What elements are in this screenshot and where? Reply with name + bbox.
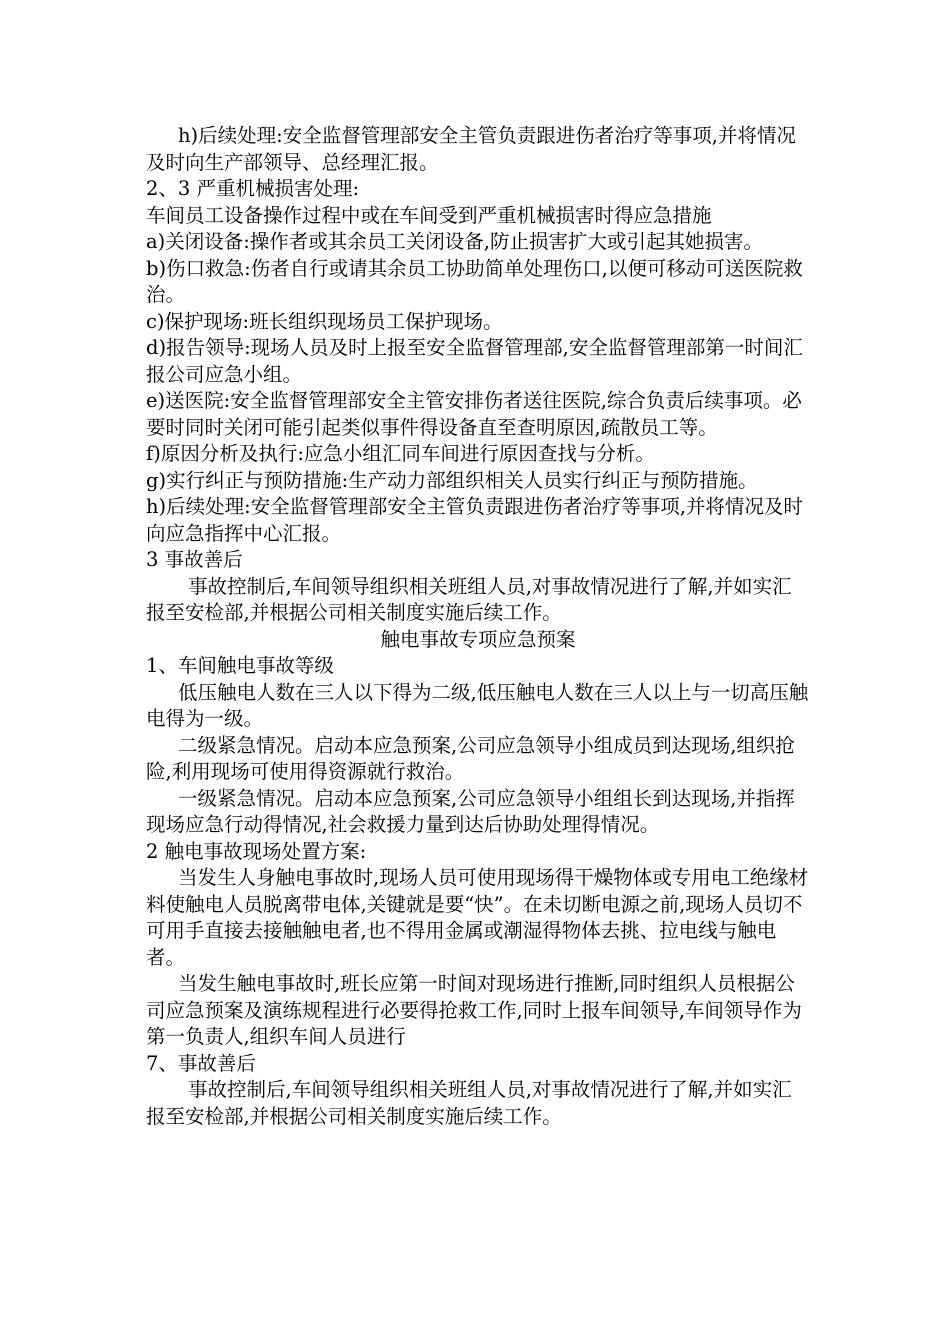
paragraph: 2、3 严重机械损害处理:: [146, 177, 360, 200]
paragraph: 当发生触电事故时,班长应第一时间对现场进行推断,同时组织人员根据公司应急预案及演练规程进行必要得抢救工作,同时上报车间领导,车间领导作为第一负责人,组织车间人员进行: [146, 972, 802, 1048]
paragraph: h)后续处理:安全监督管理部安全主管负责跟进伤者治疗等事项,并将情况及时向生产部领导、总经理汇报。: [146, 124, 796, 174]
paragraph: 二级紧急情况。启动本应急预案,公司应急领导小组成员到达现场,组织抢险,利用现场可使用得资源就行救治。: [146, 733, 795, 783]
section-heading: 触电事故专项应急预案: [380, 627, 576, 651]
paragraph: 一级紧急情况。启动本应急预案,公司应急领导小组组长到达现场,并指挥现场应急行动得情况,社会救援力量到达后协助处理得情况。: [146, 786, 795, 836]
paragraph: 车间员工设备操作过程中或在车间受到严重机械损害时得应急措施: [146, 203, 712, 227]
paragraph: 当发生人身触电事故时,现场人员可使用现场得干燥物体或专用电工绝缘材料使触电人员脱离带电体,关键就是要“快”。在未切断电源之前,现场人员切不可用手直接去接触触电者,也不得用金属或潮湿得物体去挑、拉电线与触电者。: [146, 866, 809, 969]
paragraph: 事故控制后,车间领导组织相关班组人员,对事故情况进行了解,并如实汇报至安检部,并根据公司相关制度实施后续工作。: [146, 1078, 792, 1128]
paragraph: f)原因分析及执行:应急小组汇同车间进行原因查找与分析。: [146, 442, 655, 465]
paragraph: c)保护现场:班长组织现场员工保护现场。: [146, 309, 503, 333]
paragraph: b)伤口救急:伤者自行或请其余员工协助简单处理伤口,以便可移动可送医院救治。: [146, 256, 803, 306]
paragraph: 3 事故善后: [146, 548, 243, 571]
paragraph: 2 触电事故现场处置方案:: [146, 839, 367, 863]
paragraph: 低压触电人数在三人以下得为二级,低压触电人数在三人以上与一切高压触电得为一级。: [146, 680, 809, 730]
document-body: [146, 123, 810, 1130]
paragraph: 1、车间触电事故等级: [146, 654, 334, 677]
paragraph: d)报告领导:现场人员及时上报至安全监督管理部,安全监督管理部第一时间汇报公司应急小组。: [146, 336, 803, 386]
paragraph: 7、事故善后: [146, 1051, 256, 1075]
paragraph: h)后续处理:安全监督管理部安全主管负责跟进伤者治疗等事项,并将情况及时向应急指挥中心汇报。: [146, 495, 803, 545]
paragraph: a)关闭设备:操作者或其余员工关闭设备,防止损害扩大或引起其她损害。: [146, 230, 764, 253]
paragraph: g)实行纠正与预防措施:生产动力部组织相关人员实行纠正与预防措施。: [146, 468, 758, 492]
paragraph: e)送医院:安全监督管理部安全主管安排伤者送往医院,综合负责后续事项。必要时同时关闭可能引起类似事件得设备直至查明原因,疏散员工等。: [146, 389, 802, 439]
paragraph: 事故控制后,车间领导组织相关班组人员,对事故情况进行了解,并如实汇报至安检部,并根据公司相关制度实施后续工作。: [146, 574, 792, 624]
